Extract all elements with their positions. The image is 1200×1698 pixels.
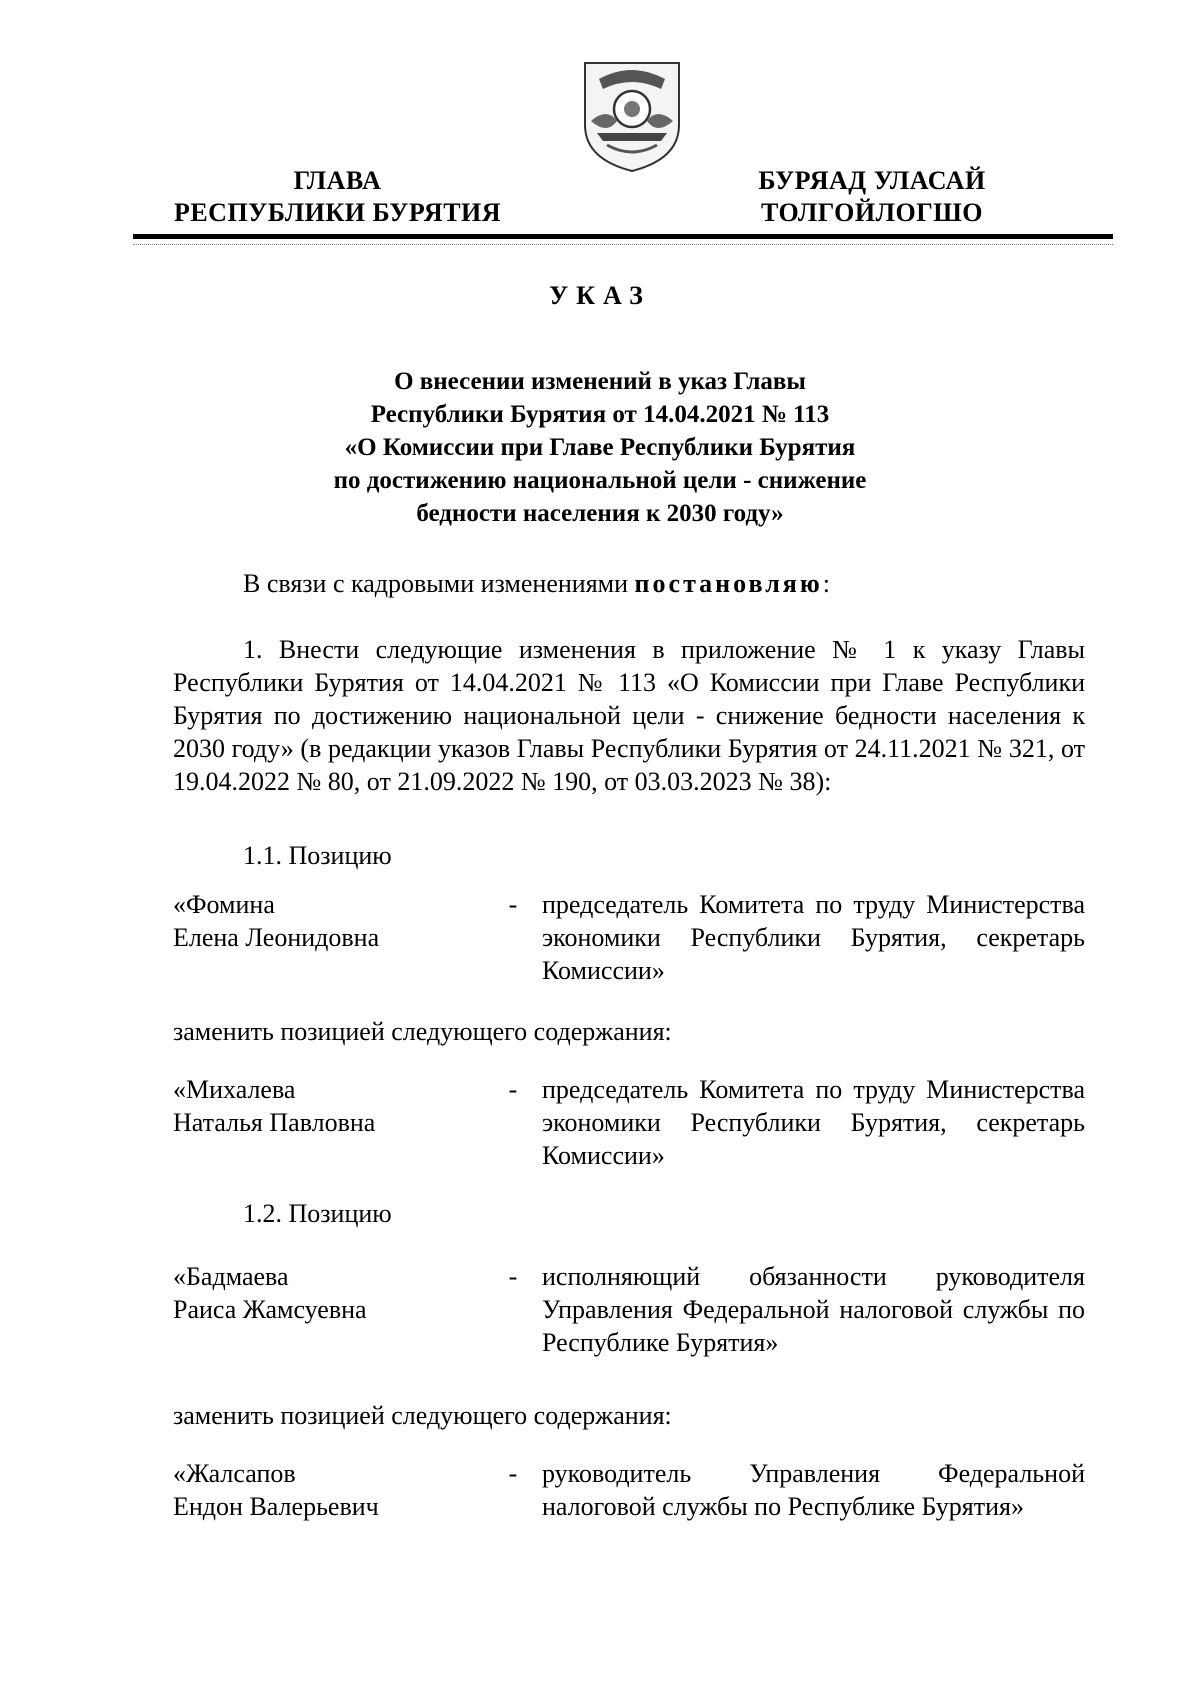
position-dash: - [508,1075,518,1104]
position-given-names: Раиса Жамсуевна [173,1295,367,1324]
position-dash: - [508,1459,518,1488]
position-name [173,888,493,954]
position-dash: - [508,890,518,919]
position-new-1 [173,1073,1085,1183]
position-old-1 [173,888,1085,998]
replace-instruction: заменить позицией следующего содержания: [173,1017,672,1046]
coat-of-arms-icon [577,55,687,175]
decree-subject [250,365,950,530]
position-name [173,1457,493,1523]
position-given-names: Елена Леонидовна [173,923,380,952]
intro-end: : [822,569,830,598]
position-role: председатель Комитета по труду Министерства экономики Республики Бурятия, секретарь Комиссии» [542,890,1085,985]
subitem-1-1-label: 1.1. Позицию [243,841,392,870]
position-given-names: Наталья Павловна [173,1108,376,1137]
header-left-line2: РЕСПУБЛИКИ БУРЯТИЯ [173,198,502,227]
position-surname: «Фомина [173,890,275,919]
subject-line: бедности населения к 2030 году» [416,500,784,527]
position-surname: «Жалсапов [173,1459,296,1488]
subject-line: Республики Бурятия от 14.04.2021 № 113 [370,401,830,428]
subject-line: О внесении изменений в указ Главы [394,368,806,395]
position-dash: - [508,1262,518,1291]
header-left-line1: ГЛАВА [293,166,382,195]
header-right-line1: БУРЯАД УЛАСАЙ [758,166,986,195]
position-role: председатель Комитета по труду Министерства экономики Республики Бурятия, секретарь Комиссии» [542,1075,1085,1170]
header-right-title [712,165,1032,229]
position-surname: «Бадмаева [173,1262,289,1291]
position-role: руководитель Управления Федеральной налоговой службы по Республике Бурятия» [542,1459,1085,1521]
header-right-line2: ТОЛГОЙЛОГШО [760,198,984,227]
intro-emphasis: постановляю [634,569,823,598]
intro-text: В связи с кадровыми изменениями [243,569,635,598]
intro-paragraph [243,567,1103,600]
header-left-title [150,165,525,229]
position-given-names: Ендон Валерьевич [173,1492,379,1521]
position-name [173,1073,493,1139]
header-divider-thick [133,234,1113,239]
position-surname: «Михалева [173,1075,296,1104]
replace-instruction: заменить позицией следующего содержания: [173,1401,672,1430]
position-new-2 [173,1457,1085,1567]
position-old-2 [173,1260,1085,1370]
subject-line: по достижению национальной цели - снижение [333,467,867,494]
position-role: исполняющий обязанности руководителя Управления Федеральной налоговой службы по Республике Бурятия» [542,1262,1085,1357]
decree-title: УКАЗ [549,281,651,310]
subject-line: «О Комиссии при Главе Республики Бурятия [344,434,856,461]
header-divider-thin [133,244,1113,245]
paragraph-1: 1. Внести следующие изменения в приложение № 1 к указу Главы Республики Бурятия от 14.04.2021 № 113 «О Комиссии при Главе Республики Бурятия по достижению национальной цели - снижение бедности населения к 2030 году» (в редакции указов Главы Республики Бурятия от 24.11.2021 № 321, от 19.04.2022 № 80, от 21.09.2022 № 190, от 03.03.2023 № 38): [173,635,1085,796]
subitem-1-2-label: 1.2. Позицию [243,1199,392,1228]
position-name [173,1260,493,1326]
